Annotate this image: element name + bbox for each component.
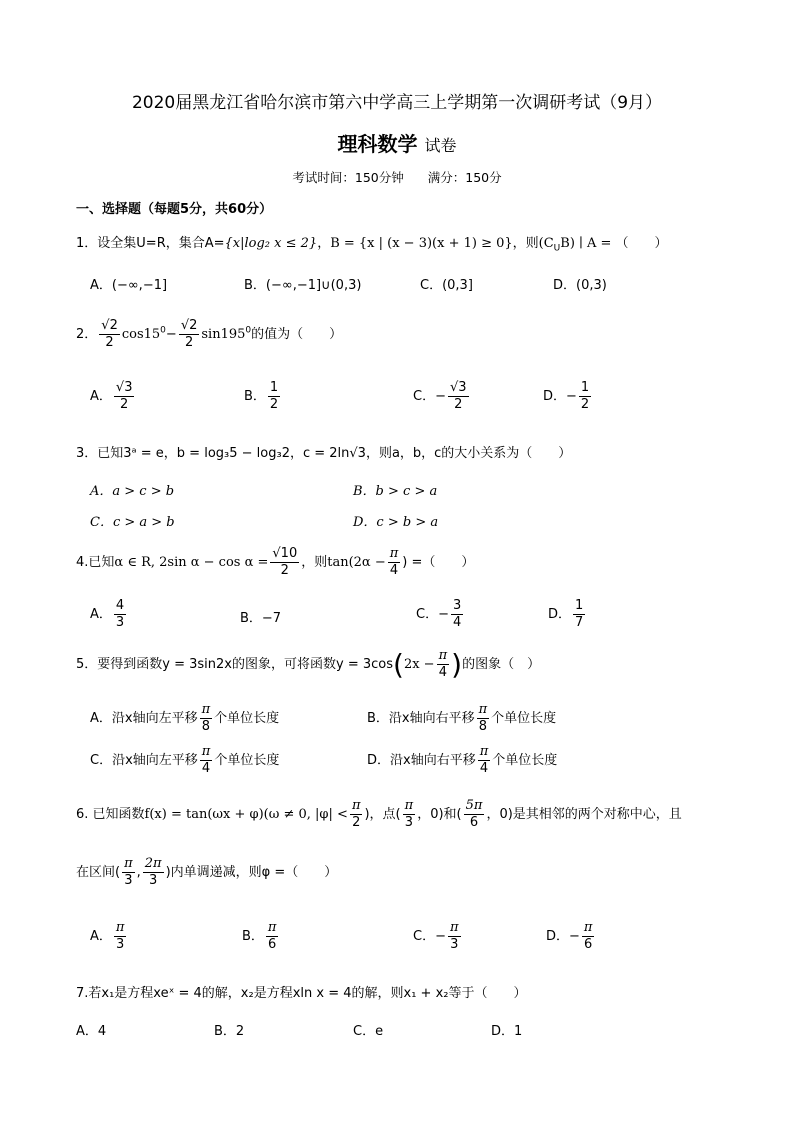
q2-frac-1-den: 2 xyxy=(105,335,114,350)
q3-option-d: D．c > b > a xyxy=(353,515,439,530)
q6-option-a xyxy=(90,920,128,953)
q5-option-d-den: 4 xyxy=(479,761,489,776)
question-6-number: 6. xyxy=(76,807,89,822)
q2-option-c-label: C．− xyxy=(413,389,446,404)
q4-option-a-label: A． xyxy=(90,607,112,622)
q2-option-a-num: √3 xyxy=(115,380,133,395)
q6-option-b-pi: π xyxy=(267,920,277,935)
q7-option-c: C．e xyxy=(353,1024,384,1039)
q2-option-c-den: 2 xyxy=(454,397,463,412)
q6-pi-2: π xyxy=(404,798,414,813)
q4-option-a-num: 4 xyxy=(115,598,125,613)
q2-frac-2-den: 2 xyxy=(184,335,194,350)
question-3-text: 已知3ᵃ = e，b = log₃5 − log₃2，c = 2ln√3，则a，b，c的大小关系为（ ） xyxy=(97,446,572,461)
q6-option-b-den: 6 xyxy=(268,937,277,952)
q5-option-d-suffix: 个单位长度 xyxy=(492,753,558,768)
q6-three: 3 xyxy=(404,815,414,830)
question-5-number: 5． xyxy=(76,657,98,672)
q4-option-c xyxy=(416,598,465,631)
question-1-text-a: 设全集U=R，集合A= xyxy=(97,236,225,251)
exam-score: 满分：150分 xyxy=(427,170,502,185)
question-7-text: 若x₁是方程xeˣ = 4的解，x₂是方程xln x = 4的解，则x₁ + x₂等于（ ） xyxy=(88,986,527,1001)
q6-option-c-label: C．− xyxy=(413,929,446,944)
q4-option-d-label: D． xyxy=(548,607,572,622)
question-1-text-c: B) ∣ A = （ ） xyxy=(560,236,668,251)
q2-option-a-den: 2 xyxy=(120,397,129,412)
q5-option-a-pre: A．沿x轴向左平移 xyxy=(90,711,198,726)
q6-option-a-label: A． xyxy=(90,929,112,944)
q6-line2-three-b: 3 xyxy=(149,873,158,888)
q4-option-a-den: 3 xyxy=(115,615,125,630)
q6-text-a: 已知函数f(x) = tan(ωx + φ)(ω ≠ 0, |φ| < xyxy=(92,807,348,822)
q5-option-c-pre: C．沿x轴向左平移 xyxy=(90,753,198,768)
subject-suffix: 试卷 xyxy=(424,136,457,155)
question-5: 5．要得到函数y = 3sin2x的图象，可将函数y = 3cos(2x − $\frac{\pi}{4}$ )的图象（ ） xyxy=(76,648,541,681)
q2-frac-1-num: √2 xyxy=(101,318,118,333)
q4-text-a: 已知α ∈ R, 2sin α − cos α = xyxy=(88,555,269,570)
question-1-set-a: {x|log₂ x ≤ 2} xyxy=(224,236,318,251)
q5-option-a xyxy=(90,702,279,735)
q2-frac-1 xyxy=(99,318,120,351)
q6-option-b-label: B． xyxy=(242,929,264,944)
q5-option-c xyxy=(90,744,279,777)
question-2-number: 2． xyxy=(76,327,98,342)
q5-option-b-suffix: 个单位长度 xyxy=(491,711,557,726)
q5-four: 4 xyxy=(438,665,447,680)
q2-sin: sin195 xyxy=(201,327,246,342)
q6-pi-1: π xyxy=(351,798,361,813)
q2-option-b-num: 1 xyxy=(269,380,279,395)
q4-option-d xyxy=(548,598,587,631)
q4-option-b: B．−7 xyxy=(240,611,282,626)
q3-option-a: A．a > c > b xyxy=(90,484,175,499)
q5-option-d xyxy=(367,744,557,777)
q5-option-b-pre: B．沿x轴向右平移 xyxy=(367,711,475,726)
q4-text-b: ，则tan(2α − xyxy=(301,555,386,570)
q2-option-d-num: 1 xyxy=(580,380,590,395)
q5-pi: π xyxy=(438,648,448,663)
q2-tail: 的值为（ ） xyxy=(251,327,343,342)
q1-option-c: C．(0,3] xyxy=(420,278,473,293)
exam-time: 考试时间：150分钟 xyxy=(292,170,404,185)
q2-option-d xyxy=(543,380,593,413)
q5-inner: 2x − xyxy=(403,657,435,672)
question-1 xyxy=(76,232,667,254)
q5-option-b-den: 8 xyxy=(478,719,488,734)
q6-text-b: )，点( xyxy=(364,807,401,822)
q2-cos: cos15 xyxy=(121,327,161,342)
subject-name: 理科数学 xyxy=(337,132,418,156)
question-4-number: 4. xyxy=(76,555,89,570)
q6-line2-three: 3 xyxy=(124,873,133,888)
q5-option-c-pi: π xyxy=(201,744,211,759)
q5-option-a-den: 8 xyxy=(201,719,210,734)
q2-option-b xyxy=(244,380,282,413)
q6-option-c xyxy=(413,920,463,953)
q6-option-d xyxy=(546,920,596,953)
q4-frac-den: 2 xyxy=(280,563,289,578)
q2-option-c xyxy=(413,380,471,413)
q4-four: 4 xyxy=(389,563,399,578)
q3-option-c: C．c > a > b xyxy=(90,515,175,530)
question-1-text-b: ，B = {x | (x − 3)(x + 1) ≥ 0}，则(C xyxy=(317,236,554,251)
q6-line2-a: 在区间( xyxy=(76,865,121,880)
q2-frac-2 xyxy=(179,318,200,351)
q2-option-a-label: A． xyxy=(90,389,112,404)
question-1-number: 1． xyxy=(76,236,98,251)
q6-six: 6 xyxy=(469,815,479,830)
q5-option-b-pi: π xyxy=(478,702,488,717)
q6-option-a-pi: π xyxy=(115,920,125,935)
q5-option-c-suffix: 个单位长度 xyxy=(214,753,280,768)
q2-option-d-den: 2 xyxy=(580,397,590,412)
q5-option-d-pi: π xyxy=(479,744,489,759)
q6-five-pi: 5π xyxy=(465,798,483,813)
q1-option-a: A．(−∞,−1] xyxy=(90,278,168,293)
question-3-number: 3． xyxy=(76,446,98,461)
exam-title: 2020届黑龙江省哈尔滨市第六中学高三上学期第一次调研考试（9月） xyxy=(131,93,663,113)
q5-text-b: 的图象（ ） xyxy=(462,657,541,672)
q4-option-d-den: 7 xyxy=(575,615,584,630)
question-3 xyxy=(76,442,571,461)
q4-option-c-num: 3 xyxy=(452,598,462,613)
q2-option-d-label: D．− xyxy=(543,389,577,404)
q7-option-a: A．4 xyxy=(76,1024,107,1039)
q6-option-d-pi: π xyxy=(583,920,593,935)
q4-frac-num: √10 xyxy=(272,546,298,561)
q4-text-c: ) =（ ） xyxy=(402,555,475,570)
q2-cos-deg: 0 xyxy=(160,325,166,336)
q6-option-d-label: D．− xyxy=(546,929,580,944)
question-4 xyxy=(76,546,474,579)
q6-text-d: ，0)是其相邻的两个对称中心，且 xyxy=(486,807,682,822)
q5-option-a-suffix: 个单位长度 xyxy=(214,711,280,726)
q2-option-b-den: 2 xyxy=(269,397,279,412)
q5-option-c-den: 4 xyxy=(201,761,211,776)
q2-sin-deg: 0 xyxy=(245,325,252,336)
q1-option-d: D．(0,3) xyxy=(553,278,607,293)
q2-frac-2-num: √2 xyxy=(180,318,198,333)
q6-option-c-den: 3 xyxy=(450,937,459,952)
q5-option-d-pre: D．沿x轴向右平移 xyxy=(367,753,476,768)
q4-option-c-den: 4 xyxy=(452,615,462,630)
q6-option-c-pi: π xyxy=(449,920,459,935)
question-6 xyxy=(76,798,682,831)
subject-title xyxy=(0,128,794,157)
q2-option-a xyxy=(90,380,136,413)
q4-option-c-label: C．− xyxy=(416,607,449,622)
q7-option-d: D．1 xyxy=(491,1024,523,1039)
q6-option-b xyxy=(242,920,280,953)
question-7-number: 7. xyxy=(76,986,89,1001)
q4-option-a xyxy=(90,598,128,631)
question-2 xyxy=(76,318,342,351)
q5-option-b xyxy=(367,702,556,735)
exam-info xyxy=(0,168,794,186)
q5-text-a: 要得到函数y = 3sin2x的图象，可将函数y = 3cos xyxy=(97,657,393,672)
q2-option-c-num: √3 xyxy=(449,380,467,395)
section-heading: 一、选择题（每题5分，共60分） xyxy=(76,202,273,217)
q6-line2-pi: π xyxy=(124,856,133,871)
q6-text-c: ，0)和( xyxy=(417,807,462,822)
question-6-line-2: 在区间( $\frac{\pi}{3}$ , $\frac{2\pi}{3}$ )内单调递减，则φ =（ ） xyxy=(76,856,338,888)
q6-two-pi: 2π xyxy=(144,856,162,871)
q6-line2-b: )内单调递减，则φ =（ ） xyxy=(165,865,338,880)
q4-pi: π xyxy=(389,546,399,561)
q7-option-b: B．2 xyxy=(214,1024,245,1039)
q3-option-b: B．b > c > a xyxy=(353,484,438,499)
q1-option-b: B．(−∞,−1]∪(0,3) xyxy=(244,278,362,293)
q6-two: 2 xyxy=(352,815,361,830)
question-7 xyxy=(76,982,526,1001)
q5-option-a-pi: π xyxy=(201,702,211,717)
question-1-sub-u: U xyxy=(553,243,561,254)
q6-option-a-den: 3 xyxy=(116,937,125,952)
q4-option-d-num: 1 xyxy=(575,598,584,613)
q2-minus: − xyxy=(165,327,177,342)
q2-option-b-label: B． xyxy=(244,389,266,404)
q6-option-d-den: 6 xyxy=(584,937,593,952)
